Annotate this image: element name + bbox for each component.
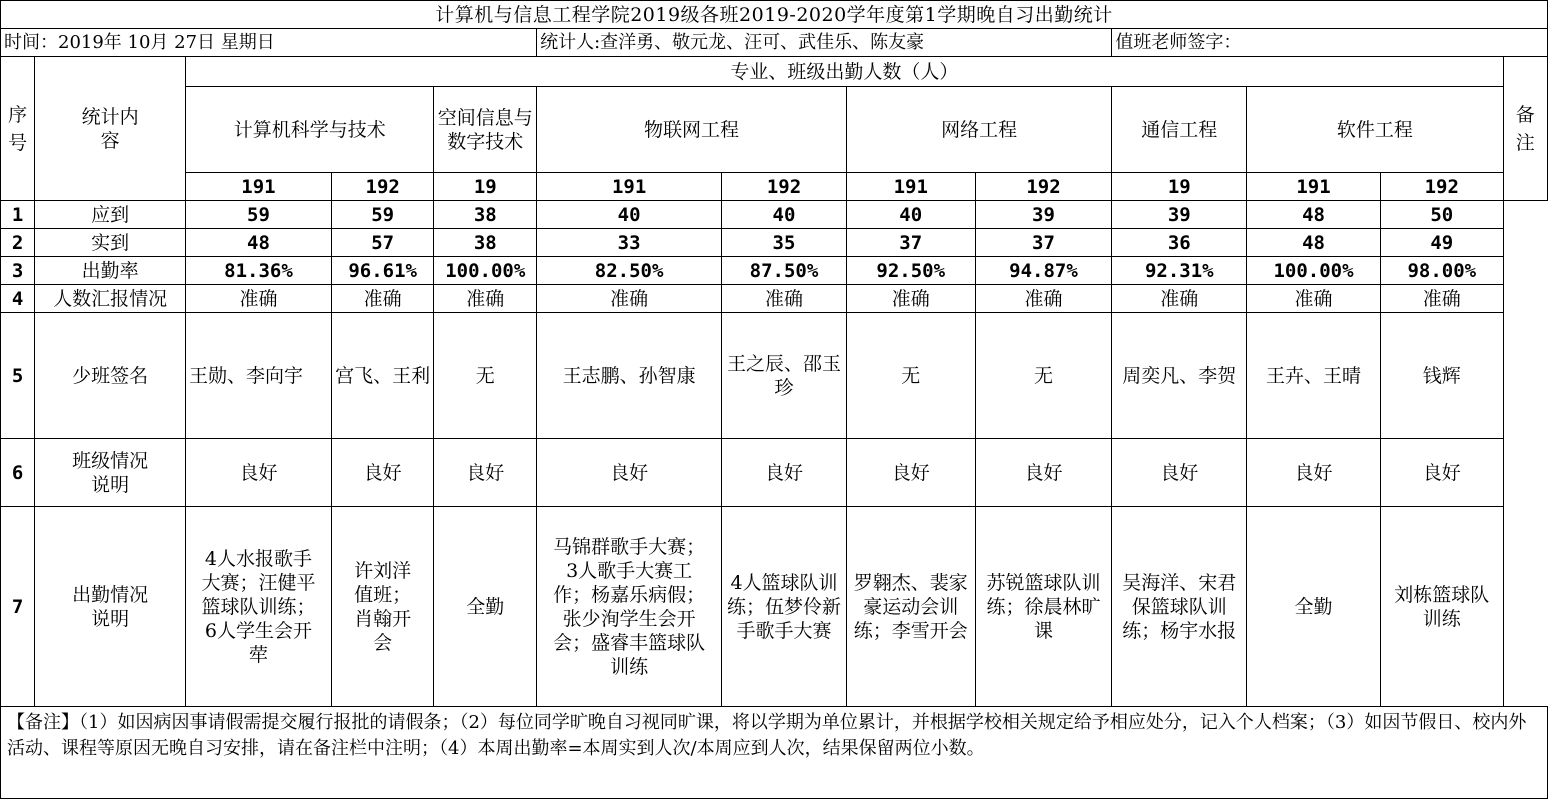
table-cell: 罗翱杰、裴家豪运动会训练；李雪开会 — [846, 507, 975, 707]
row-seq: 3 — [1, 257, 35, 285]
table-cell: 无 — [975, 313, 1112, 439]
table-cell: 98.00% — [1380, 257, 1503, 285]
footnote: 【备注】（1）如因病因事请假需提交履行报批的请假条；（2）每位同学旷晚自习视同旷课，将以学期为单位累计，并根据学校相关规定给予相应处分，记入个人档案；（3）如因节假日、校内外活动、课程等原因无晚自习安排，请在备注栏中注明；（4）本周出勤率=本周实到人次/本周应到人次，结果保留两位小数。 — [1, 707, 1548, 799]
row-label: 应到 — [35, 201, 186, 229]
table-cell: 许刘洋值班；肖翰开会 — [331, 507, 434, 707]
class-header: 191 — [537, 173, 722, 201]
remark-cell — [1503, 201, 1547, 707]
table-cell: 王勋、李向宇 — [186, 313, 332, 439]
class-header: 192 — [1380, 173, 1503, 201]
table-cell: 50 — [1380, 201, 1503, 229]
table-cell: 良好 — [1380, 439, 1503, 507]
table-cell: 马锦群歌手大赛；3人歌手大赛工作；杨嘉乐病假；张少洵学生会开会；盛睿丰篮球队训练 — [537, 507, 722, 707]
class-header: 191 — [186, 173, 332, 201]
major-network: 网络工程 — [846, 87, 1112, 173]
table-cell: 准确 — [1112, 285, 1247, 313]
class-header: 192 — [722, 173, 847, 201]
table-cell: 92.31% — [1112, 257, 1247, 285]
table-cell: 87.50% — [722, 257, 847, 285]
row-seq: 1 — [1, 201, 35, 229]
table-cell: 4人水报歌手大赛；汪健平篮球队训练；6人学生会开荦 — [186, 507, 332, 707]
table-cell: 48 — [1247, 229, 1381, 257]
counters-info: 统计人:查洋勇、敬元龙、汪可、武佳乐、陈友豪 — [537, 29, 1112, 57]
row-seq: 7 — [1, 507, 35, 707]
class-header: 192 — [975, 173, 1112, 201]
table-cell: 准确 — [434, 285, 537, 313]
table-cell: 准确 — [537, 285, 722, 313]
table-row — [1, 257, 1548, 285]
table-cell: 准确 — [975, 285, 1112, 313]
major-computer-science: 计算机科学与技术 — [186, 87, 434, 173]
table-cell: 100.00% — [1247, 257, 1381, 285]
class-header: 192 — [331, 173, 434, 201]
table-cell: 王志鹏、孙智康 — [537, 313, 722, 439]
table-cell: 准确 — [331, 285, 434, 313]
table-cell: 苏锐篮球队训练；徐晨林旷课 — [975, 507, 1112, 707]
table-cell: 40 — [846, 201, 975, 229]
table-cell: 48 — [1247, 201, 1381, 229]
table-cell: 钱辉 — [1380, 313, 1503, 439]
table-cell: 准确 — [846, 285, 975, 313]
class-header: 191 — [846, 173, 975, 201]
row-seq: 2 — [1, 229, 35, 257]
table-cell: 92.50% — [846, 257, 975, 285]
table-cell: 59 — [186, 201, 332, 229]
sheet-title: 计算机与信息工程学院2019级各班2019-2020学年度第1学期晚自习出勤统计 — [1, 1, 1548, 29]
class-header: 191 — [1247, 173, 1381, 201]
header-remark: 备注 — [1503, 57, 1547, 201]
table-row — [1, 229, 1548, 257]
table-cell: 王卉、王晴 — [1247, 313, 1381, 439]
table-cell: 全勤 — [434, 507, 537, 707]
table-cell: 37 — [846, 229, 975, 257]
table-cell: 48 — [186, 229, 332, 257]
table-cell: 40 — [537, 201, 722, 229]
table-cell: 57 — [331, 229, 434, 257]
table-cell: 81.36% — [186, 257, 332, 285]
table-cell: 无 — [846, 313, 975, 439]
row-label: 出勤率 — [35, 257, 186, 285]
table-cell: 4人篮球队训练；伍梦伶新手歌手大赛 — [722, 507, 847, 707]
table-cell: 良好 — [846, 439, 975, 507]
table-cell: 良好 — [434, 439, 537, 507]
row-seq: 6 — [1, 439, 35, 507]
table-cell: 良好 — [722, 439, 847, 507]
class-header: 19 — [1112, 173, 1247, 201]
table-cell: 周奕凡、李贺 — [1112, 313, 1247, 439]
table-cell: 全勤 — [1247, 507, 1381, 707]
table-row — [1, 507, 1548, 707]
row-label: 人数汇报情况 — [35, 285, 186, 313]
table-row — [1, 201, 1548, 229]
table-cell: 38 — [434, 201, 537, 229]
table-row — [1, 313, 1548, 439]
header-group-title: 专业、班级出勤人数（人） — [186, 57, 1504, 87]
table-cell: 吴海洋、宋君保篮球队训练；杨宇水报 — [1112, 507, 1247, 707]
table-cell: 96.61% — [331, 257, 434, 285]
row-label: 实到 — [35, 229, 186, 257]
table-cell: 37 — [975, 229, 1112, 257]
table-cell: 59 — [331, 201, 434, 229]
table-cell: 良好 — [1247, 439, 1381, 507]
table-cell: 82.50% — [537, 257, 722, 285]
table-cell: 准确 — [1247, 285, 1381, 313]
table-cell: 宫飞、王利 — [331, 313, 434, 439]
major-communication: 通信工程 — [1112, 87, 1247, 173]
table-cell: 49 — [1380, 229, 1503, 257]
table-cell: 准确 — [186, 285, 332, 313]
teacher-sign-field[interactable]: 值班老师签字： — [1112, 29, 1548, 57]
row-label: 少班签名 — [35, 313, 186, 439]
table-cell: 39 — [1112, 201, 1247, 229]
table-cell: 准确 — [722, 285, 847, 313]
row-seq: 5 — [1, 313, 35, 439]
header-seq: 序号 — [1, 57, 35, 201]
major-iot: 物联网工程 — [537, 87, 847, 173]
table-cell: 王之辰、邵玉珍 — [722, 313, 847, 439]
table-cell: 38 — [434, 229, 537, 257]
row-label: 班级情况说明 — [35, 439, 186, 507]
time-info: 时间：2019年 10月 27日 星期日 — [1, 29, 537, 57]
major-software: 软件工程 — [1247, 87, 1503, 173]
table-row — [1, 439, 1548, 507]
row-seq: 4 — [1, 285, 35, 313]
table-cell: 94.87% — [975, 257, 1112, 285]
table-cell: 40 — [722, 201, 847, 229]
table-cell: 良好 — [1112, 439, 1247, 507]
table-row — [1, 285, 1548, 313]
table-cell: 36 — [1112, 229, 1247, 257]
header-content: 统计内容 — [35, 57, 186, 201]
table-cell: 良好 — [331, 439, 434, 507]
table-cell: 39 — [975, 201, 1112, 229]
table-cell: 33 — [537, 229, 722, 257]
major-spatial-info: 空间信息与数字技术 — [434, 87, 537, 173]
table-cell: 100.00% — [434, 257, 537, 285]
table-cell: 准确 — [1380, 285, 1503, 313]
class-header: 19 — [434, 173, 537, 201]
table-cell: 良好 — [537, 439, 722, 507]
table-cell: 无 — [434, 313, 537, 439]
row-label: 出勤情况说明 — [35, 507, 186, 707]
table-cell: 35 — [722, 229, 847, 257]
table-cell: 良好 — [975, 439, 1112, 507]
table-cell: 良好 — [186, 439, 332, 507]
table-cell: 刘栋篮球队训练 — [1380, 507, 1503, 707]
